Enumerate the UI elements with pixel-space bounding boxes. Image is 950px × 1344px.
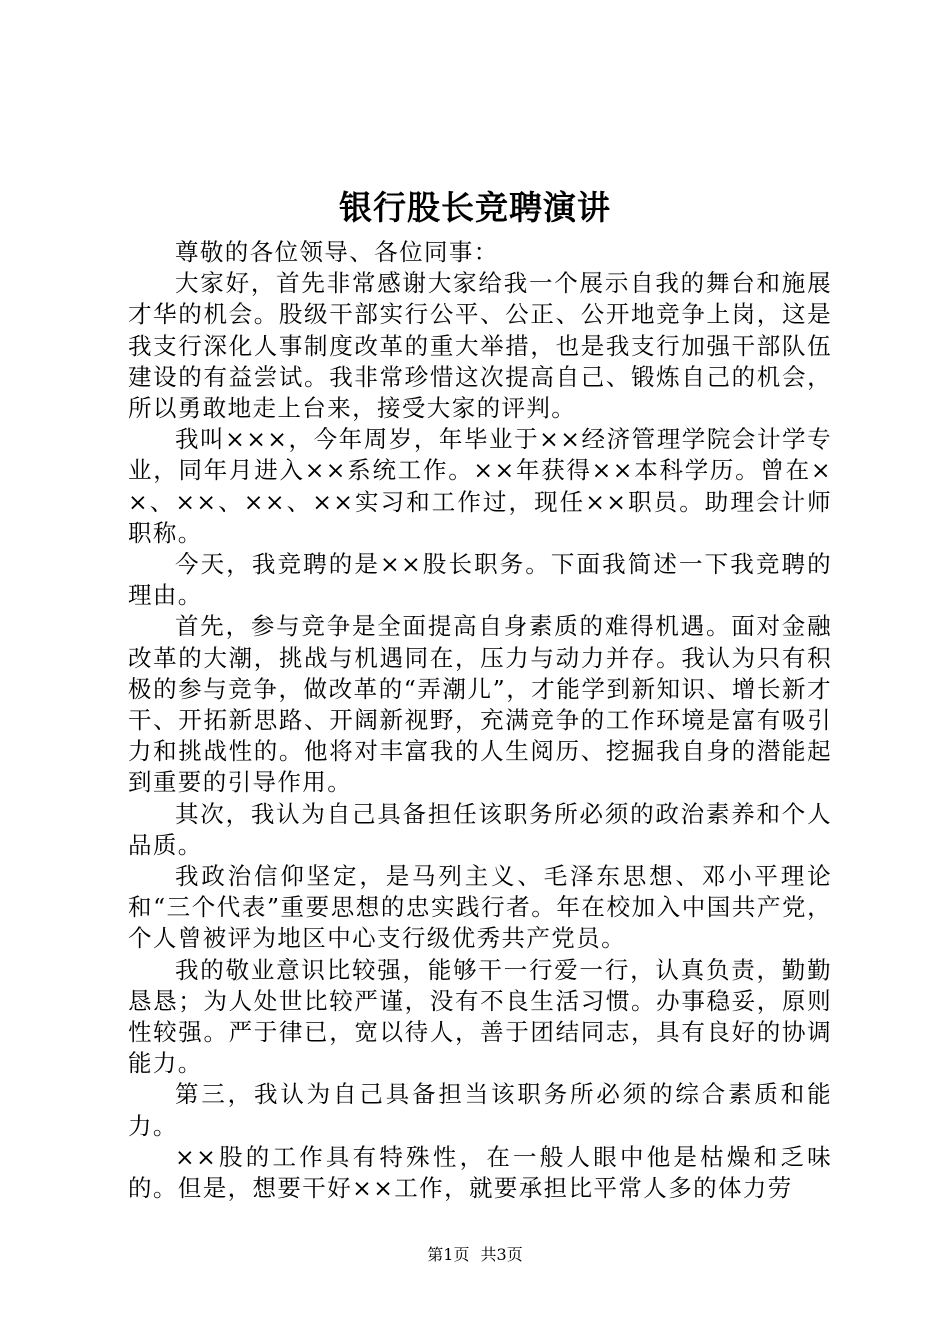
paragraph-reason-third: 第三，我认为自己具备担当该职务所必须的综合素质和能力。 [128,1080,832,1140]
page-total: 共3页 [480,1245,523,1264]
paragraph-political: 我政治信仰坚定，是马列主义、毛泽东思想、邓小平理论和“三个代表”重要思想的忠实践行者。年在校加入中国共产党，个人曾被评为地区中心支行级优秀共产党员。 [128,862,832,953]
paragraph-self-intro: 我叫×××，今年周岁，年毕业于××经济管理学院会计学专业，同年月进入××系统工作。××年获得××本科学历。曾在××、××、××、××实习和工作过，现任××职员。助理会计师职称。 [128,425,832,547]
document-title: 银行股长竞聘演讲 [339,188,611,227]
page-number: 第1页 [427,1245,470,1264]
paragraph-salutation: 尊敬的各位领导、各位同事： [175,238,499,266]
page-footer [0,1244,950,1266]
paragraph-position: 今天，我竞聘的是××股长职务。下面我简述一下我竞聘的理由。 [128,550,832,610]
paragraph-reason-second: 其次，我认为自己具备担任该职务所必须的政治素养和个人品质。 [128,799,832,859]
paragraph-dedication: 我的敬业意识比较强，能够干一行爱一行，认真负责，勤勤恳恳；为人处世比较严谨，没有不良生活习惯。办事稳妥，原则性较强。严于律已，宽以待人，善于团结同志，具有良好的协调能力。 [128,955,832,1078]
document-body [128,237,832,1204]
paragraph-work-nature: ××股的工作具有特殊性，在一般人眼中他是枯燥和乏味的。但是，想要干好××工作，就要承担比平常人多的体力劳 [128,1142,832,1203]
paragraph-reason-first: 首先，参与竞争是全面提高自身素质的难得机遇。面对金融改革的大潮，挑战与机遇同在，压力与动力并存。我认为只有积极的参与竞争，做改革的“弄潮儿”，才能学到新知识、增长新才干、开拓新思路、开阔新视野，充满竞争的工作环境是富有吸引力和挑战性的。他将对丰富我的人生阅历、挖掘我自身的潜能起到重要的引导作用。 [128,612,832,797]
paragraph-opening: 大家好，首先非常感谢大家给我一个展示自我的舞台和施展才华的机会。股级干部实行公平、公正、公开地竞争上岗，这是我支行深化人事制度改革的重大举措，也是我支行加强干部队伍建设的有益尝试。我非常珍惜这次提高自己、锻炼自己的机会，所以勇敢地走上台来，接受大家的评判。 [128,269,832,423]
